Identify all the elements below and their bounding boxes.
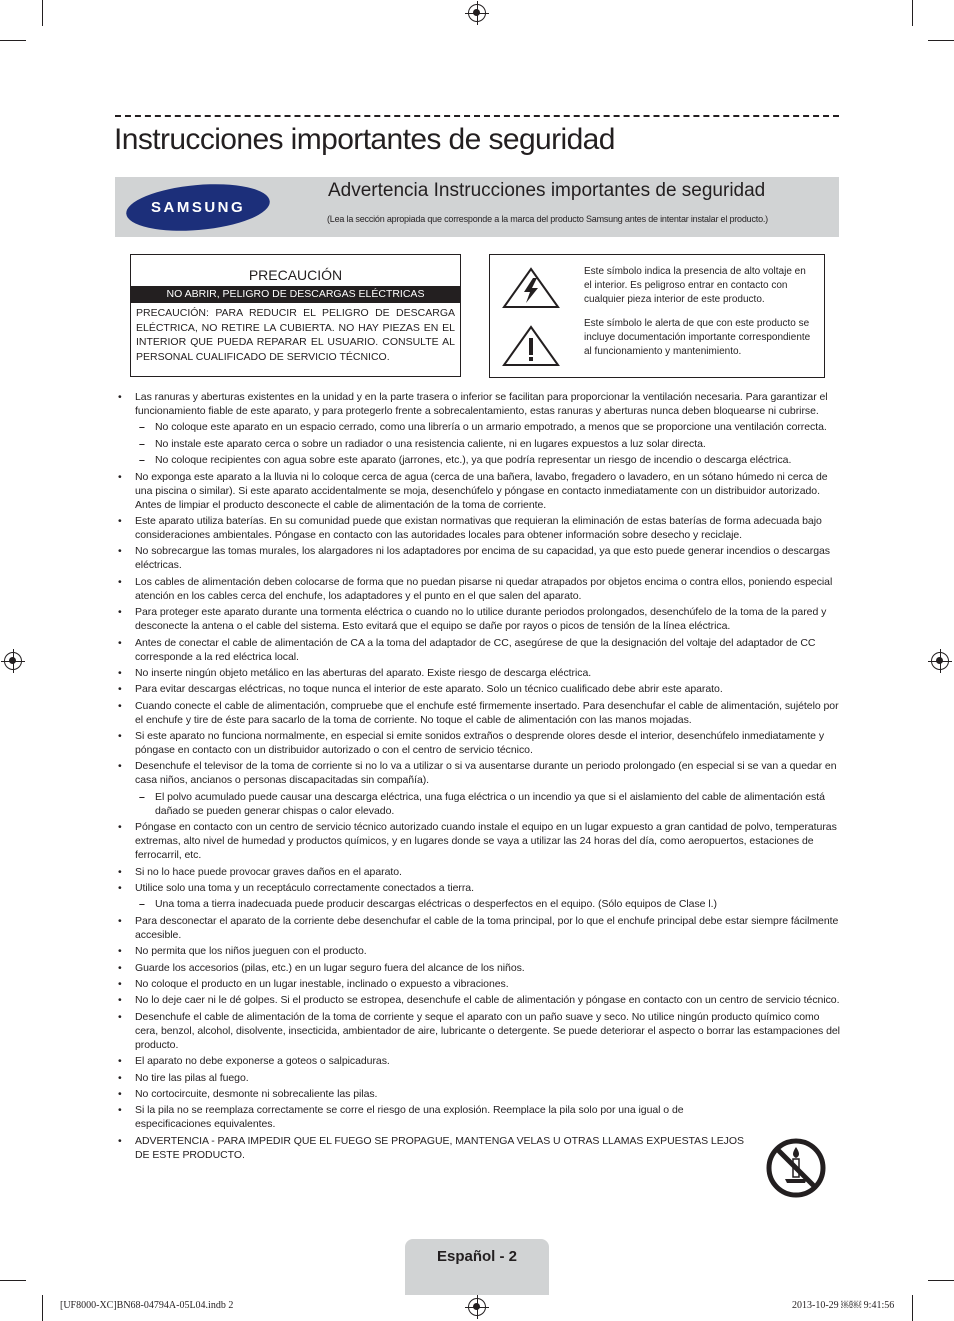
lightning-triangle-icon — [502, 267, 560, 309]
sub-list-item: – No coloque recipientes con agua sobre este aparato (jarrones, etc.), ya que podría representar un riesgo de incendio o descarga eléctrica. — [115, 453, 843, 467]
crop-mark — [912, 0, 913, 26]
page-number: Español - 2 — [436, 1248, 518, 1265]
list-item: • Si no lo hace puede provocar graves daños en el aparato. — [115, 865, 843, 879]
registration-mark-icon — [931, 652, 949, 670]
list-item: • No permita que los niños jueguen con el producto. — [115, 944, 843, 958]
print-slug-date: 2013-10-29 ￼￼ 9:41:56 — [792, 1300, 895, 1311]
list-item: • Póngase en contacto con un centro de servicio técnico autorizado cuando instale el equipo en un lugar expuesto a gran cantidad de polvo, temperaturas extremas, alto nivel de humedad y productos químicos, y en lugares donde se vaya a utilizar las 24 horas del día, como aeropuertos, estaciones de ferrocarril, etc. — [115, 820, 843, 862]
page-title: Instrucciones importantes de seguridad — [114, 123, 615, 156]
list-item: • Las ranuras y aberturas existentes en la unidad y en la parte trasera o inferior se facilitan para proporcionar la ventilación necesaria. Para garantizar el funcionamiento fiable de este aparato, y para protegerlo frente a sobrecalentamiento, estas ranuras y aberturas nunca deben bloquearse ni cubrirse. — [115, 390, 843, 418]
exclamation-triangle-icon — [502, 325, 560, 367]
caution-box — [130, 254, 461, 377]
samsung-logo — [124, 179, 271, 236]
crop-mark — [0, 40, 26, 41]
list-item: • Los cables de alimentación deben colocarse de forma que no puedan pisarse ni quedar atrapados por objetos encima o contra ellos, poniendo especial atención en los cables cerca del enchufe, los adaptadores y el punto en el que salen del aparato. — [115, 575, 843, 603]
logo-text: SAMSUNG — [150, 199, 246, 217]
list-item: • Antes de conectar el cable de alimentación de CA a la toma del adaptador de CC, asegúrese de que la designación del voltaje del adaptador de CC corresponde a la red eléctrica local. — [115, 636, 843, 664]
crop-mark — [42, 0, 43, 26]
caution-bar: NO ABRIR, PELIGRO DE DESCARGAS ELÉCTRICAS — [131, 286, 460, 303]
title-divider — [115, 115, 839, 117]
list-item: • Cuando conecte el cable de alimentación, compruebe que el enchufe esté firmemente insertado. Para desenchufar el cable de alimentación, sujételo por el enchufe y tire de éste para sacarlo de la toma de corriente. No toque el cable de alimentación con las manos mojadas. — [115, 699, 843, 727]
registration-mark-icon — [4, 652, 22, 670]
list-item: • Desenchufe el televisor de la toma de corriente si no lo va a utilizar o si va ausentarse durante un periodo prolongado (en especial si se van a quedar en casa niños, ancianos o personas discapacitadas sin compañía). — [115, 759, 843, 787]
page-number-tab — [405, 1239, 549, 1295]
safety-instructions-list — [115, 390, 843, 1164]
list-item: • Este aparato utiliza baterías. En su comunidad puede que existan normativas que requieran la eliminación de estas baterías de forma adecuada bajo consideraciones ambientales. Póngase en contacto con las autoridades locales para obtener información sobre desecho y reciclaje. — [115, 514, 843, 542]
no-open-flame-icon — [765, 1137, 827, 1199]
caution-text: PRECAUCIÓN: PARA REDUCIR EL PELIGRO DE DESCARGA ELÉCTRICA, NO RETIRE LA CUBIERTA. NO HAY PIEZAS EN EL INTERIOR QUE PUEDA REPARAR EL USUARIO. CONSULTE AL PERSONAL CUALIFICADO DE SERVICIO TÉCNICO. — [136, 307, 455, 363]
list-item: • Utilice solo una toma y un receptáculo correctamente conectados a tierra. — [115, 881, 843, 895]
list-item: • No sobrecargue las tomas murales, los alargadores ni los adaptadores por encima de su capacidad, ya que esto puede generar incendios o descargas eléctricas. — [115, 544, 843, 572]
list-item: • No tire las pilas al fuego. — [115, 1071, 843, 1085]
registration-mark-icon — [468, 4, 486, 22]
crop-mark — [912, 1295, 913, 1321]
crop-mark — [42, 1295, 43, 1321]
crop-mark — [928, 40, 954, 41]
list-item: • No lo deje caer ni le dé golpes. Si el producto se estropea, desenchufe el cable de alimentación y póngase en contacto con un centro de servicio técnico. — [115, 993, 843, 1007]
list-item: • No exponga este aparato a la lluvia ni lo coloque cerca de agua (cerca de una bañera, lavabo, fregadero o lavadero, en un sótano húmedo ni cerca de una piscina o similar). Si este aparato accidentalmente se moja, desenchúfelo y póngase en contacto inmediatamente con un distribuidor autorizado. Antes de limpiar el producto desconecte el cable de alimentación de la toma de corriente. — [115, 470, 843, 512]
list-item: • No cortocircuite, desmonte ni sobrecaliente las pilas. — [115, 1087, 843, 1101]
crop-mark — [0, 1280, 26, 1281]
list-item: • Si este aparato no funciona normalmente, en especial si emite sonidos extraños o desprende olores desde el interior, desenchúfelo inmediatamente y póngase en contacto con un distribuidor autorizado o con el centro de servicio técnico. — [115, 729, 843, 757]
print-slug-file: [UF8000-XC]BN68-04794A-05L04.indb 2 — [60, 1300, 234, 1311]
list-item: • Para evitar descargas eléctricas, no toque nunca el interior de este aparato. Solo un técnico cualificado debe abrir este aparato. — [115, 682, 843, 696]
list-item: • No inserte ningún objeto metálico en las aberturas del aparato. Existe riesgo de descarga eléctrica. — [115, 666, 843, 680]
symbol-legend-box — [489, 254, 825, 378]
banner-title: Advertencia Instrucciones importantes de seguridad — [328, 180, 766, 201]
list-item: • Para proteger este aparato durante una tormenta eléctrica o cuando no lo utilice durante periodos prolongados, desenchúfelo de la toma de la pared y desconecte la antena o el cable del sistema. Esto evitará que el equipo se dañe por rayos o picos de tensión de la línea eléctrica. — [115, 605, 843, 633]
sub-list-item: – El polvo acumulado puede causar una descarga eléctrica, una fuga eléctrica o un incendio ya que si el aislamiento del cable de alimentación está dañado se pueden generar chispas o calor elevado. — [115, 790, 843, 818]
warning-banner — [115, 177, 839, 237]
sub-list-item: – No coloque este aparato en un espacio cerrado, como una librería o un armario empotrado, a menos que se proporcione una ventilación correcta. — [115, 420, 843, 434]
list-item: • Desenchufe el cable de alimentación de la toma de corriente y seque el aparato con un paño suave y seco. No utilice ningún producto químico como cera, benzol, alcohol, disolvente, insecticida, ambientador de aire, lubricante o detergente. Se puede deteriorar el aspecto o borrar las estampaciones del producto. — [115, 1010, 843, 1052]
sub-list-item: – No instale este aparato cerca o sobre un radiador o una resistencia caliente, ni en lugares expuestos a luz solar directa. — [115, 437, 843, 451]
list-item: • Guarde los accesorios (pilas, etc.) en un lugar seguro fuera del alcance de los niños. — [115, 961, 843, 975]
list-item: • Para desconectar el aparato de la corriente debe desenchufar el cable de la toma principal, por lo que el enchufe principal debe estar siempre fácilmente accesible. — [115, 914, 843, 942]
crop-mark — [928, 1280, 954, 1281]
caution-title: PRECAUCIÓN — [248, 267, 343, 283]
list-item: • Si la pila no se reemplaza correctamente se corre el riesgo de una explosión. Reemplace la pila solo por una igual o de especificaciones equivalentes. — [115, 1103, 757, 1131]
attention-description: Este símbolo le alerta de que con este producto se incluye documentación importante correspondiente al funcionamiento y mantenimiento. — [584, 318, 811, 357]
sub-list-item: – Una toma a tierra inadecuada puede producir descargas eléctricas o desperfectos en el equipo. (Sólo equipos de Clase l.) — [115, 897, 843, 911]
banner-note: (Lea la sección apropiada que corresponde a la marca del producto Samsung antes de intentar instalar el producto.) — [327, 214, 768, 224]
high-voltage-description: Este símbolo indica la presencia de alto voltaje en el interior. Es peligroso entrar en contacto con cualquier pieza interior de este producto. — [584, 266, 806, 305]
list-item: • No coloque el producto en un lugar inestable, inclinado o expuesto a vibraciones. — [115, 977, 843, 991]
list-item: • El aparato no debe exponerse a goteos o salpicaduras. — [115, 1054, 843, 1068]
list-item: • ADVERTENCIA - PARA IMPEDIR QUE EL FUEGO SE PROPAGUE, MANTENGA VELAS U OTRAS LLAMAS EXPUESTAS LEJOS DE ESTE PRODUCTO. — [115, 1134, 757, 1162]
registration-mark-icon — [468, 1298, 486, 1316]
